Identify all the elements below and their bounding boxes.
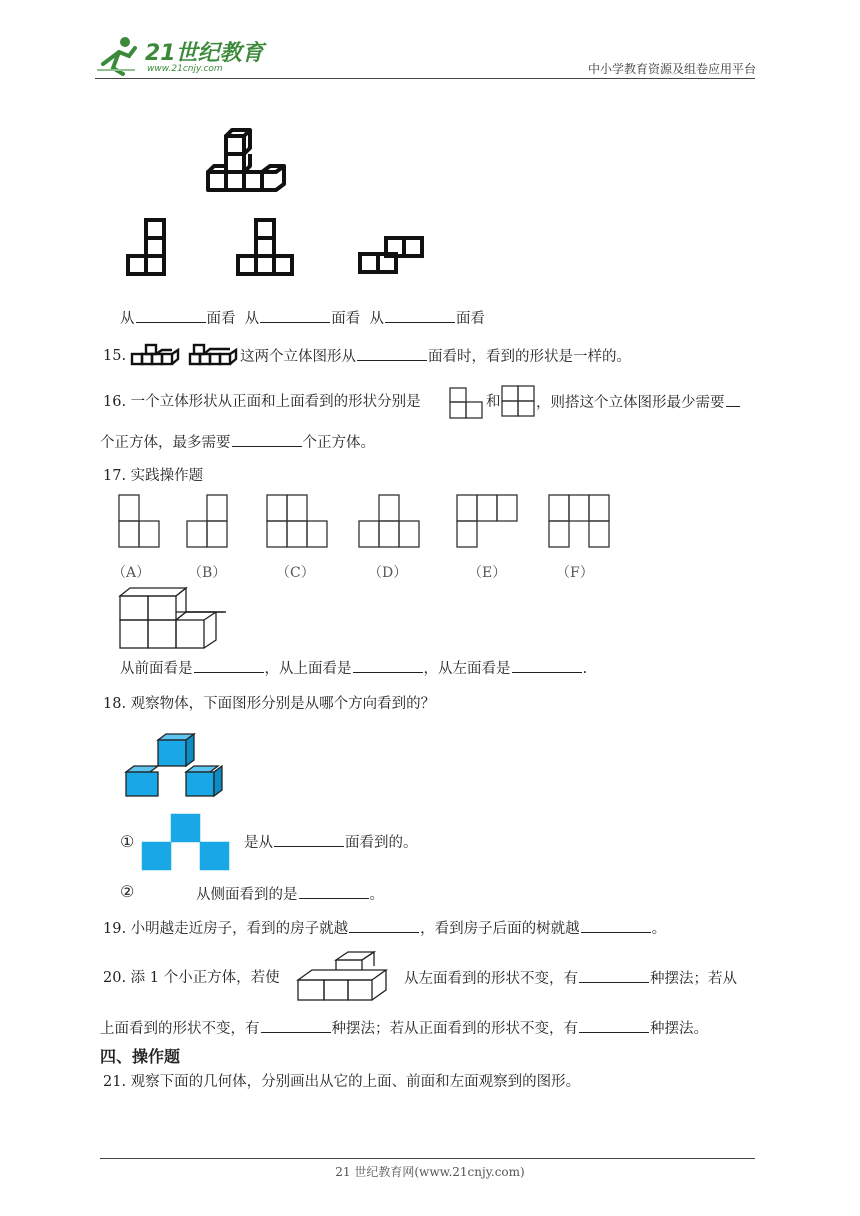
- q16-top-view: [500, 384, 536, 418]
- q20-text-c: 种摆法；若从: [650, 971, 737, 987]
- q17-option-d-figure: [358, 494, 424, 550]
- section-4-title: 四、操作题: [100, 1047, 181, 1066]
- q17-title-line: [103, 466, 203, 486]
- q18-item1-text-b: 面看到的。: [345, 835, 418, 851]
- q16-text-b: ，则搭这个立体图形最少需要: [536, 395, 725, 411]
- q14-view-3: [354, 234, 428, 276]
- q14-answer-line: [120, 308, 485, 329]
- q20-blank-2[interactable]: [261, 1018, 331, 1033]
- header-rule: [95, 78, 755, 79]
- q17-label-b: （B）: [188, 565, 227, 581]
- q20-text-f: 种摆法。: [650, 1021, 708, 1037]
- q17-label-f: （F）: [556, 565, 594, 581]
- q16-text-c: 个正方体，最多需要: [100, 435, 231, 451]
- logo-url: www.21cnjy.com: [147, 64, 223, 74]
- q17-label-a: （A）: [112, 565, 151, 581]
- q19-text-a: 小明越走近房子，看到的房子就越: [130, 921, 349, 937]
- q18-blue-solid: [124, 732, 228, 798]
- q14-face-2: 面看: [331, 311, 361, 327]
- q18-item1-figure: [140, 812, 232, 872]
- q17-option-f-figure: [548, 494, 614, 550]
- q15: [103, 346, 126, 366]
- q17-option-b-figure: [186, 494, 230, 550]
- q15-number: 15.: [103, 348, 127, 364]
- q16-line1: [103, 392, 421, 412]
- q17-title: 实践操作题: [130, 468, 204, 484]
- q17-front-label: 从前面看是: [120, 661, 193, 677]
- q17-top-label: ，从上面看是: [264, 661, 352, 677]
- header-logo: [95, 34, 265, 78]
- q20-text-d: 上面看到的形状不变，有: [100, 1021, 260, 1037]
- q20-blank-3[interactable]: [579, 1018, 649, 1033]
- q16-and: 和: [486, 394, 501, 410]
- q19-text-c: 。: [651, 921, 667, 937]
- q14-from-2: 从: [244, 311, 260, 327]
- q15-text-b: 面看时，看到的形状是一样的。: [428, 349, 631, 365]
- footer-rule: [100, 1158, 755, 1159]
- q14-from-1: 从: [120, 311, 135, 327]
- q14-blank-1[interactable]: [136, 308, 206, 323]
- q18-text: 观察物体，下面图形分别是从哪个方向看到的？: [130, 696, 436, 712]
- q17-option-c-figure: [266, 494, 332, 550]
- q17-blank-front[interactable]: [194, 658, 264, 673]
- logo-text: 21世纪教育: [145, 41, 264, 66]
- q21-number: 21.: [103, 1074, 127, 1090]
- q17-label-d: （D）: [368, 565, 408, 581]
- q20-text-b: 从左面看到的形状不变，有: [404, 971, 578, 987]
- q18-item1-text-a: 是从: [244, 835, 273, 851]
- q20-number: 20.: [103, 970, 127, 986]
- q17-solid-figure: [116, 582, 232, 652]
- q16-line1-end: [536, 392, 741, 413]
- q18-item2-mark: ②: [120, 882, 135, 901]
- q18-line: [103, 694, 435, 714]
- q14-from-3: 从: [369, 311, 384, 327]
- q19-number: 19.: [103, 921, 127, 937]
- q15-solid-b: [188, 342, 240, 368]
- q17-blank-top[interactable]: [353, 658, 423, 673]
- q17-option-a-figure: [118, 494, 162, 550]
- q16-blank-min[interactable]: [726, 392, 740, 407]
- q16-blank-max[interactable]: [232, 432, 302, 447]
- q18-number: 18.: [103, 696, 127, 712]
- q14-view-1: [122, 216, 178, 276]
- q14-face-1: 面看: [206, 311, 236, 327]
- q20-line2: [100, 1018, 708, 1039]
- q20-line1-end: [404, 968, 737, 989]
- q17-label-c: （C）: [276, 565, 315, 581]
- q16-line2: [100, 432, 375, 453]
- q20-blank-1[interactable]: [579, 968, 649, 983]
- q14-view-2: [232, 216, 306, 276]
- q14-blank-3[interactable]: [385, 308, 455, 323]
- footer-text: 21 世纪教育网(www.21cnjy.com): [335, 1165, 525, 1179]
- q18-item1-blank[interactable]: [274, 832, 344, 847]
- q20-text-e: 种摆法；若从正面看到的形状不变，有: [331, 1021, 578, 1037]
- q20-solid-figure: [296, 950, 400, 1002]
- q14-face-3: 面看: [455, 311, 485, 327]
- q18-item2-text-b: 。: [369, 887, 384, 903]
- q18-item1-mark: ①: [120, 832, 135, 851]
- q16-text-a: 一个立体形状从正面和上面看到的形状分别是: [130, 394, 421, 410]
- q18-item2-blank[interactable]: [299, 884, 369, 899]
- q20-line1-start: [103, 968, 280, 988]
- q17-blank-left[interactable]: [512, 658, 582, 673]
- header-right-text: 中小学教育资源及组卷应用平台: [587, 62, 756, 76]
- q15-solid-a: [130, 342, 182, 368]
- q19-blank-1[interactable]: [349, 918, 419, 933]
- q19-blank-2[interactable]: [581, 918, 651, 933]
- q21-line: [103, 1072, 580, 1092]
- q19-text-b: ，看到房子后面的树就越: [420, 921, 580, 937]
- q14-solid-figure: [198, 128, 290, 194]
- q15-text: [240, 346, 631, 367]
- q14-blank-2[interactable]: [260, 308, 330, 323]
- q17-label-e: （E）: [468, 565, 507, 581]
- q18-item2-text-a: 从侧面看到的是: [196, 887, 298, 903]
- q17-left-label: ，从左面看是: [423, 661, 511, 677]
- q17-option-e-figure: [456, 494, 522, 550]
- q20-text-a: 添 1 个小正方体，若使: [130, 970, 280, 986]
- q17-number: 17.: [103, 468, 127, 484]
- runner-logo-icon: [95, 34, 141, 78]
- q16-number: 16.: [103, 394, 127, 410]
- q15-text-a: 这两个立体图形从: [240, 349, 356, 365]
- q15-blank[interactable]: [357, 346, 427, 361]
- q16-front-view: [448, 386, 484, 420]
- q18-item1-text: [244, 832, 418, 853]
- q21-text: 观察下面的几何体，分别画出从它的上面、前面和左面观察到的图形。: [130, 1074, 581, 1090]
- q17-end: .: [582, 661, 588, 677]
- q16-text-d: 个正方体。: [302, 435, 375, 451]
- q18-item2-text: [196, 884, 384, 905]
- q17-answer-line: [120, 658, 587, 679]
- q19-line: [103, 918, 666, 939]
